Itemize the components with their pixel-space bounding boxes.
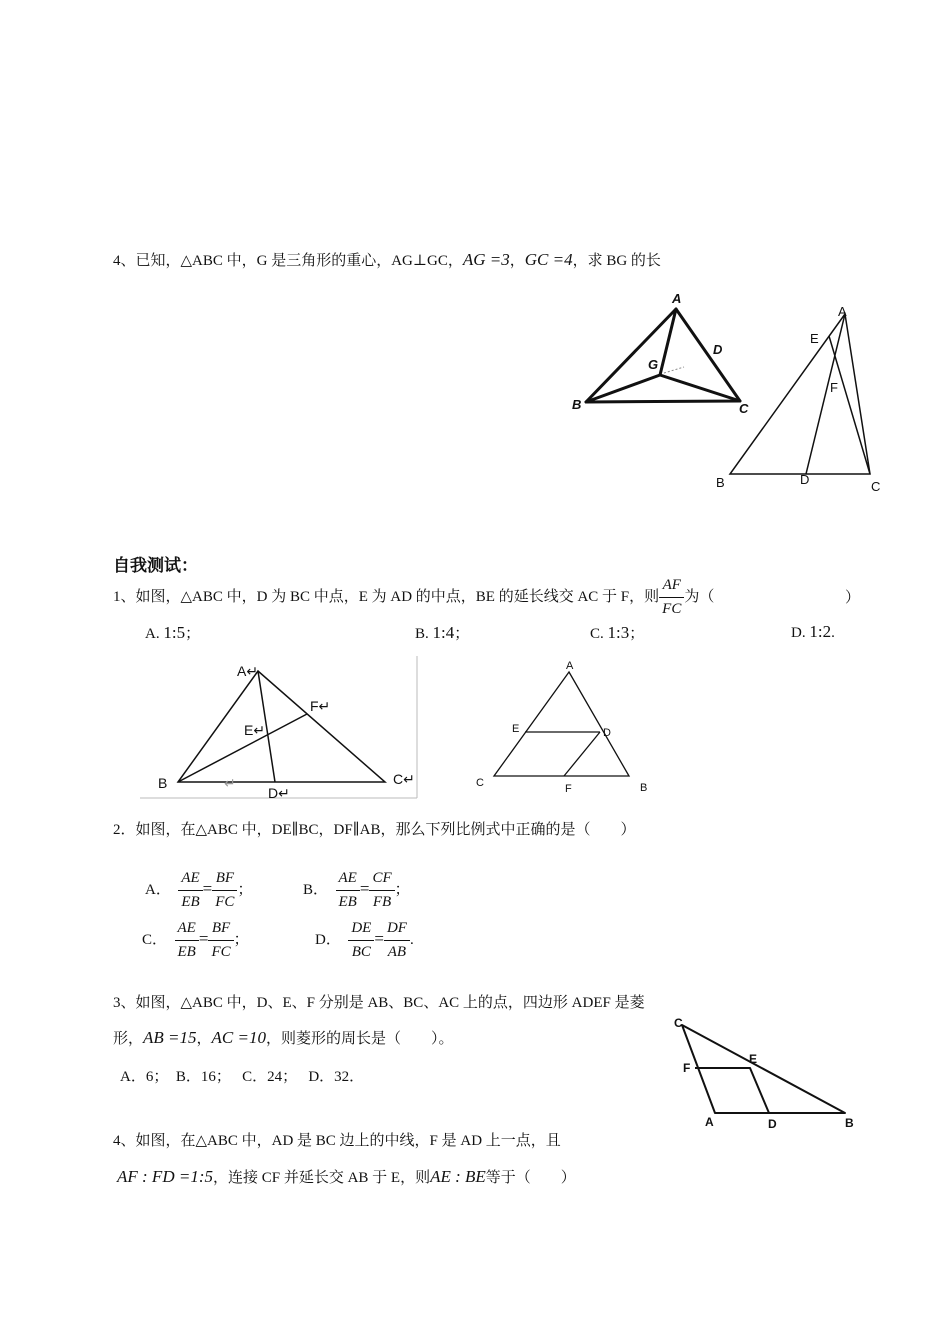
label-d: D [713,342,723,357]
dotted-median [664,367,684,373]
label-b: B [716,475,725,490]
equals: = [202,879,213,898]
option-end: ； [237,882,253,898]
top-question-4 [113,249,661,270]
option-label: C． [142,932,168,948]
q1-tail: 为（ [684,589,715,605]
q1-option-c [590,622,644,643]
figure-q2 [468,654,658,799]
q3-line1: 3、如图，△ABC 中，D、E、F 分别是 AB、BC、AC 上的点，四边形 ADEF 是菱 [113,995,645,1011]
equals: = [359,879,370,898]
option-end: . [831,625,835,641]
label-e: E↵ [244,722,266,738]
frac-den: FC [215,894,235,911]
label-b: B [845,1116,854,1130]
frac-num: AE [175,917,199,941]
question-text: 已知，△ABC 中，G 是三角形的重心，AG⊥GC， [135,253,463,269]
label-a: A↵ [237,663,259,679]
lhs-fraction [348,917,374,964]
option-end: ； [233,932,249,948]
option-label: A. [145,626,160,642]
option-value: 1:3 [607,623,630,642]
label-c: C [871,479,881,494]
frac-den: AB [387,944,407,961]
frac-den: FB [372,894,392,911]
frac-num: AE [178,867,202,891]
equals: = [374,929,384,948]
q4-line1: 4、如图，在△ABC 中，AD 是 BC 边上的中线，F 是 AD 上一点，且 [113,1133,561,1149]
option-value: 1:4 [432,623,455,642]
return-mark: ↵ [224,775,236,791]
frac-num: AE [336,867,360,891]
separator: ， [509,253,525,269]
q1-fraction [659,574,684,621]
q2-stem: 2．如图，在△ABC 中，DE∥BC，DF∥AB，那么下列比例式中正确的是（ ） [113,822,636,838]
option-label: D. [791,625,806,641]
frac-num: AF [659,574,684,598]
q1-close-paren: ） [845,590,861,606]
label-e: E [749,1052,758,1066]
q3-tail: ，则菱形的周长是（ ）。 [265,1031,454,1047]
q3-options: A．6； B．16； C．24； D．32． [120,1069,365,1085]
option-label: B． [303,882,329,898]
q2-option-c [142,916,249,964]
label-d: D↵ [268,785,290,801]
q4-line2 [117,1166,576,1187]
rhs-fraction [212,867,237,914]
frac-den: FC [211,944,231,961]
label-a: A [838,304,847,319]
label-d: D [800,472,810,487]
label-c: C [739,401,749,416]
segment-bf [178,714,307,782]
option-end: ； [185,626,201,642]
label-d: D [603,727,611,739]
frac-den: BC [351,944,371,961]
option-label: B. [415,626,429,642]
frac-den: EB [181,894,200,911]
lhs-fraction [175,917,199,964]
label-e: E [512,723,520,735]
q1-option-d [791,622,835,642]
label-c: C↵ [393,771,415,787]
frac-den: EB [338,894,357,911]
rhs-fraction [208,917,233,964]
option-end: ； [394,882,410,898]
label-a: A [672,291,682,306]
segment-ec [829,336,870,474]
q1-option-b [415,622,469,643]
segment-df [564,732,600,776]
math-ab: AB =15 [143,1028,197,1047]
separator: ， [196,1031,212,1047]
option-label: C. [590,626,604,642]
frac-num: DE [348,917,374,941]
q4-tail: 等于（ ） [485,1170,576,1186]
frac-num: BF [208,917,233,941]
frac-num: BF [212,867,237,891]
label-b: B [158,775,168,791]
label-b: B [572,397,582,412]
label-a: A [705,1115,714,1129]
label-g: G [648,357,659,372]
figure-q3 [668,1012,868,1137]
label-c: C [476,777,484,789]
q2-option-d [315,916,414,964]
triangle-abc [730,314,870,474]
figure-median-triangle [708,298,898,498]
frac-num: DF [384,917,410,941]
rhs-fraction [369,867,394,914]
frac-num: CF [369,867,394,891]
q1-text: 1、如图，△ABC 中，D 为 BC 中点，E 为 AD 的中点，BE 的延长线交 AC 于 F，则 [113,589,660,605]
q2-option-b [303,866,410,914]
q1-stem [113,574,714,621]
label-e: E [810,331,819,346]
math-ag: AG =3 [462,250,510,269]
option-label: A． [145,882,171,898]
option-end: . [409,932,414,948]
question-text-tail: ，求 BG 的长 [572,253,661,269]
frac-den: EB [177,944,196,961]
label-c: C [674,1016,683,1030]
rhs-fraction [384,917,410,964]
option-label: D． [315,932,341,948]
equals: = [198,929,209,948]
math-gc: GC =4 [524,250,573,269]
math-af-fd: AF : FD =1:5 [117,1167,213,1186]
label-f: F [565,783,572,795]
option-value: 1:2 [809,622,832,641]
q3-text: 形， [113,1031,144,1047]
label-f: F [830,380,838,395]
label-d: D [768,1117,777,1131]
label-f: F [683,1061,691,1075]
math-ac: AC =10 [211,1028,266,1047]
label-a: A [566,660,574,672]
q1-option-a [145,622,200,643]
q4-text: ，连接 CF 并延长交 AB 于 E，则 [212,1170,431,1186]
question-number: 4、 [113,253,136,269]
section-title: 自我测试： [113,556,198,576]
label-b: B [640,782,648,794]
frac-den: FC [662,601,682,618]
math-ae-be: AE : BE [430,1167,486,1186]
figure-q1 [140,656,420,802]
lhs-fraction [336,867,360,914]
option-end: ； [629,626,645,642]
option-end: ； [454,626,470,642]
q2-option-a [145,866,252,914]
label-f: F↵ [310,698,331,714]
q3-line2 [113,1027,454,1048]
option-value: 1:5 [163,623,186,642]
lhs-fraction [178,867,202,914]
